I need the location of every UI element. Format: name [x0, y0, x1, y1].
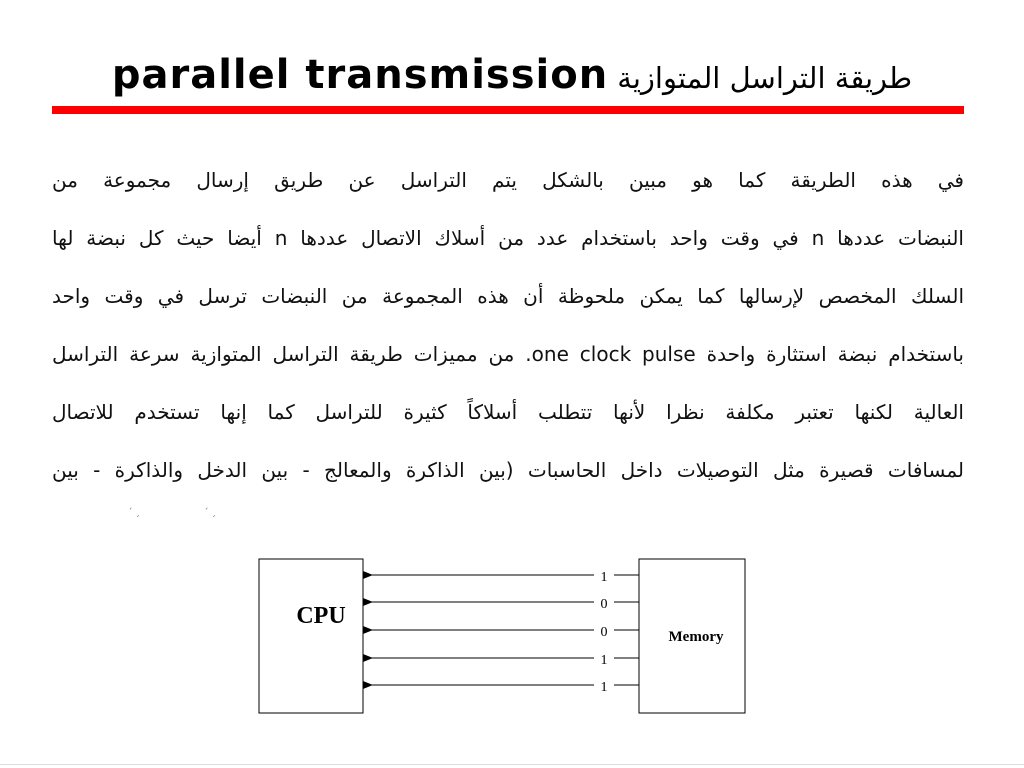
body-line: لمسافات قصيرة مثل التوصيلات داخل الحاسبات (بين الذاكرة والمعالج - بين الدخل والذاكرة - بين — [52, 458, 964, 482]
bit-label: 0 — [600, 597, 608, 612]
title-english: parallel transmission — [111, 52, 609, 98]
bit-labels — [594, 565, 614, 695]
bit-label: 0 — [600, 625, 608, 640]
faint-diacritic-marks: ˊ ˏ ˊ ˏ — [128, 508, 216, 518]
memory-label: Memory — [668, 629, 724, 645]
body-line: النبضات عددها n في وقت واحد باستخدام عدد من أسلاك الاتصال عددها n أيضا حيث كل نبضة لها — [52, 226, 964, 250]
bit-label: 1 — [600, 680, 608, 695]
title-arabic: طريقة التراسل المتوازية — [617, 61, 913, 95]
bit-label: 1 — [600, 653, 608, 668]
body-line: العالية لكنها تعتبر مكلفة نظرا لأنها تتطلب أسلاكاً كثيرة للتراسل كما إنها تستخدم للاتصال — [52, 400, 964, 424]
body-line: باستخدام نبضة استثارة واحدة one clock pulse. من مميزات طريقة التراسل المتوازية سرعة التراسل — [52, 342, 964, 366]
bit-label: 1 — [600, 570, 608, 585]
slide-bottom-edge — [0, 764, 1024, 765]
cpu-label: CPU — [296, 603, 346, 629]
cpu-box — [259, 559, 363, 713]
body-line: السلك المخصص لإرسالها كما يمكن ملحوظة أن هذه المجموعة من النبضات ترسل في وقت واحد — [52, 284, 964, 308]
body-line: في هذه الطريقة كما هو مبين بالشكل يتم التراسل عن طريق إرسال مجموعة من — [52, 168, 964, 192]
